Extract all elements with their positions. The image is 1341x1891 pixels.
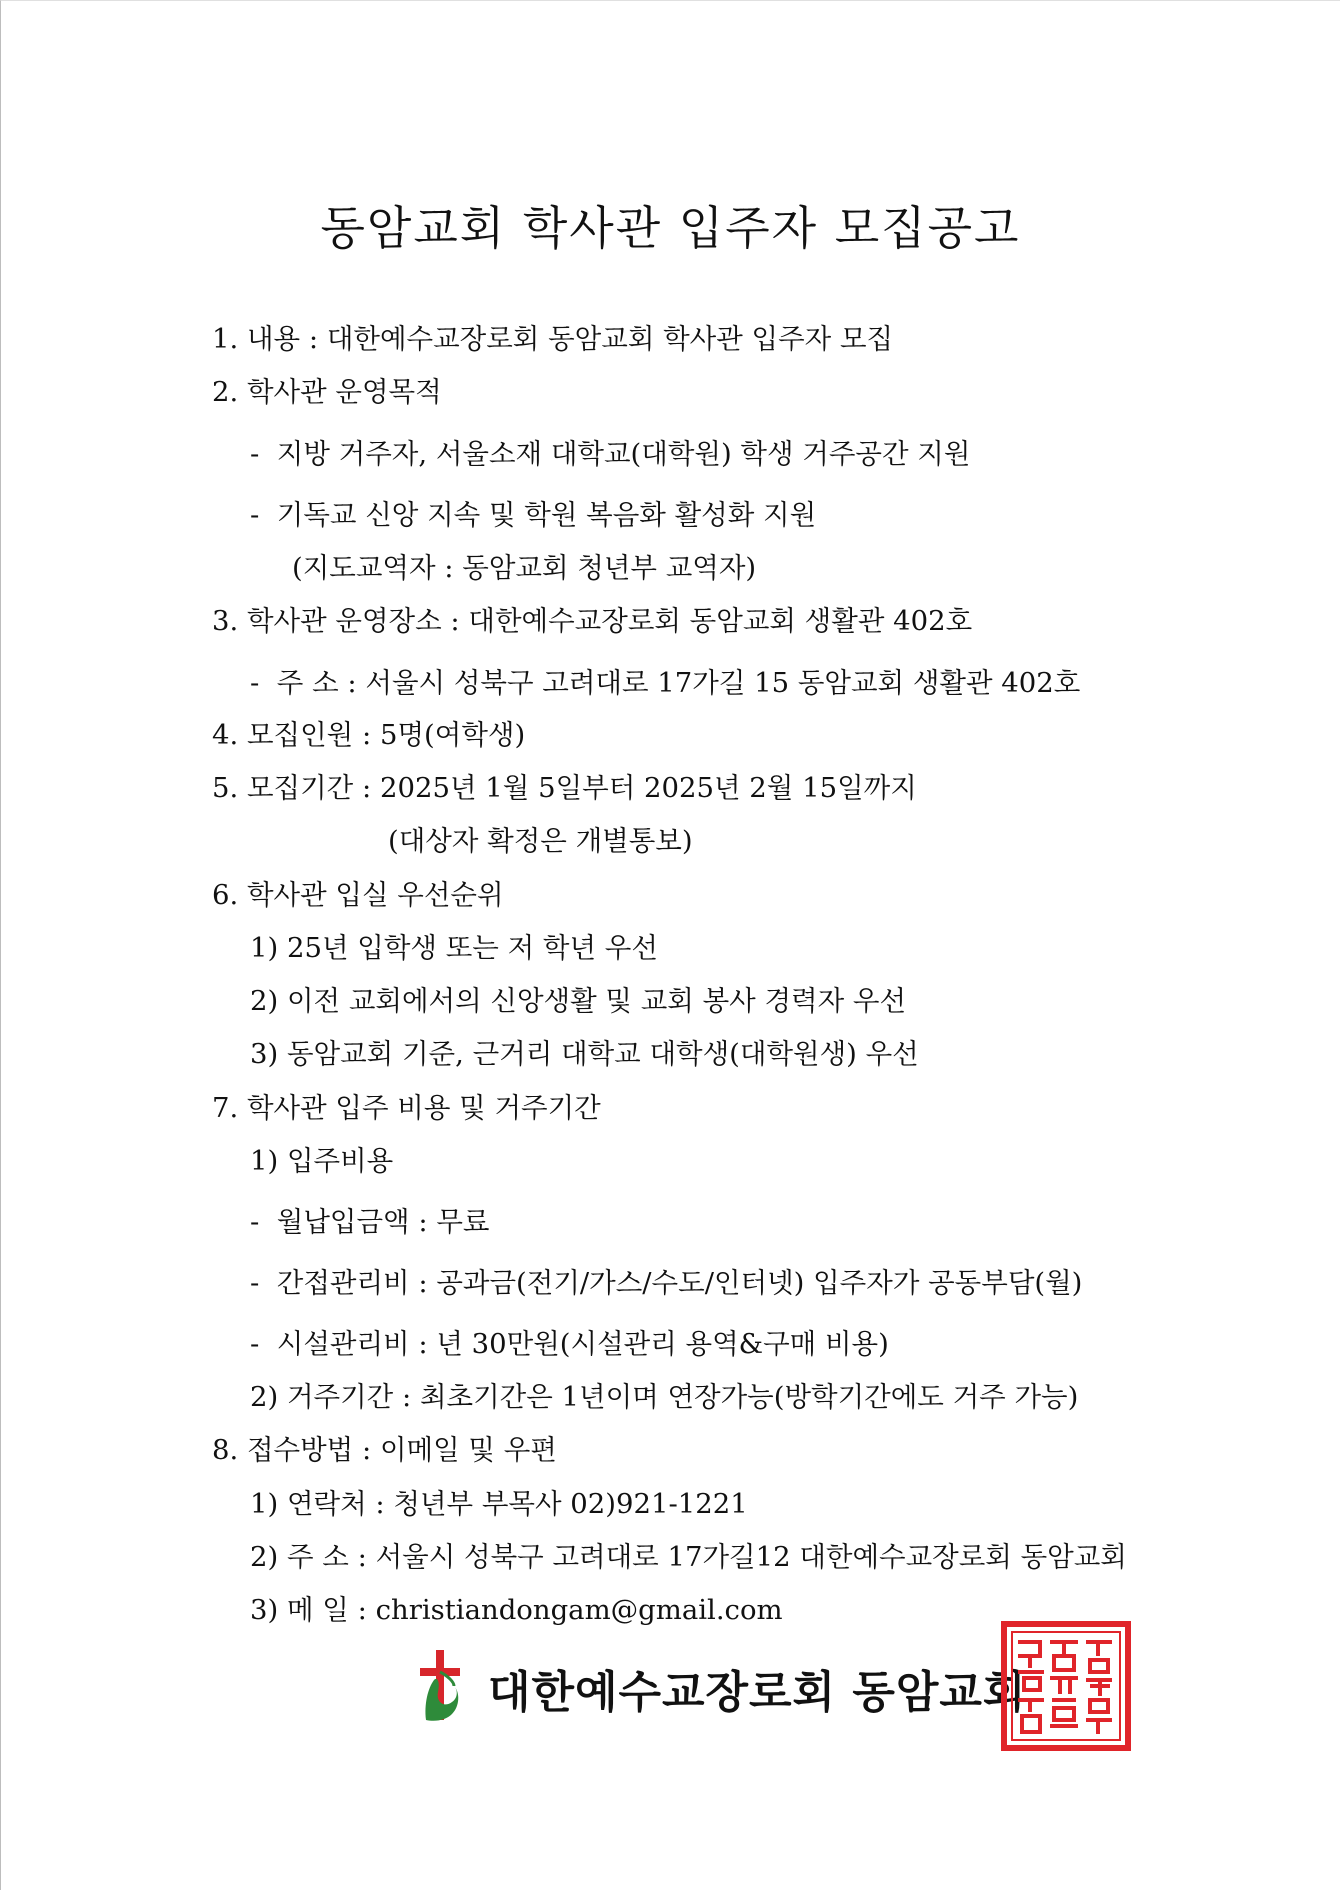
section-6-item-3: 3) 동암교회 기준, 근거리 대학교 대학생(대학원생) 우선 bbox=[250, 1038, 919, 1070]
section-8-contact: 1) 연락처 : 청년부 부목사 02)921-1221 bbox=[250, 1488, 748, 1520]
section-5-note: (대상자 확정은 개별통보) bbox=[388, 825, 693, 857]
church-seal-stamp bbox=[1000, 1620, 1132, 1752]
section-7-fee-monthly: - 월납입금액 : 무료 bbox=[250, 1206, 490, 1238]
section-2-item-2: - 기독교 신앙 지속 및 학원 복음화 활성화 지원 bbox=[250, 499, 817, 531]
section-6-item-1: 1) 25년 입학생 또는 저 학년 우선 bbox=[250, 932, 658, 964]
section-3-address: - 주 소 : 서울시 성북구 고려대로 17가길 15 동암교회 생활관 402호 bbox=[250, 667, 1081, 699]
section-6-heading: 6. 학사관 입실 우선순위 bbox=[212, 879, 504, 911]
section-3-heading: 3. 학사관 운영장소 : 대한예수교장로회 동암교회 생활관 402호 bbox=[212, 605, 973, 637]
section-8-email: 3) 메 일 : christiandongam@gmail.com bbox=[250, 1594, 783, 1626]
section-7-item-2: 2) 거주기간 : 최초기간은 1년이며 연장가능(방학기간에도 거주 가능) bbox=[250, 1381, 1079, 1413]
section-7-fee-facility: - 시설관리비 : 년 30만원(시설관리 용역&구매 비용) bbox=[250, 1328, 889, 1360]
section-8-address: 2) 주 소 : 서울시 성북구 고려대로 17가길12 대한예수교장로회 동암교회 bbox=[250, 1541, 1127, 1573]
section-2-item-1: - 지방 거주자, 서울소재 대학교(대학원) 학생 거주공간 지원 bbox=[250, 438, 971, 470]
section-2-heading: 2. 학사관 운영목적 bbox=[212, 376, 442, 408]
section-7-item-1: 1) 입주비용 bbox=[250, 1145, 394, 1177]
section-7-fee-indirect: - 간접관리비 : 공과금(전기/가스/수도/인터넷) 입주자가 공동부담(월) bbox=[250, 1267, 1083, 1299]
section-7-heading: 7. 학사관 입주 비용 및 거주기간 bbox=[212, 1092, 601, 1124]
section-8-heading: 8. 접수방법 : 이메일 및 우편 bbox=[212, 1434, 557, 1466]
section-6-item-2: 2) 이전 교회에서의 신앙생활 및 교회 봉사 경력자 우선 bbox=[250, 985, 907, 1017]
church-name: 대한예수교장로회 동암교회 bbox=[488, 1667, 1027, 1718]
section-1-content: 1. 내용 : 대한예수교장로회 동암교회 학사관 입주자 모집 bbox=[212, 323, 894, 355]
church-cross-logo-icon bbox=[414, 1646, 466, 1724]
page-title: 동암교회 학사관 입주자 모집공고 bbox=[320, 201, 1021, 255]
section-4-heading: 4. 모집인원 : 5명(여학생) bbox=[212, 719, 526, 751]
section-5-heading: 5. 모집기간 : 2025년 1월 5일부터 2025년 2월 15일까지 bbox=[212, 772, 917, 804]
section-2-note: (지도교역자 : 동암교회 청년부 교역자) bbox=[292, 552, 757, 584]
